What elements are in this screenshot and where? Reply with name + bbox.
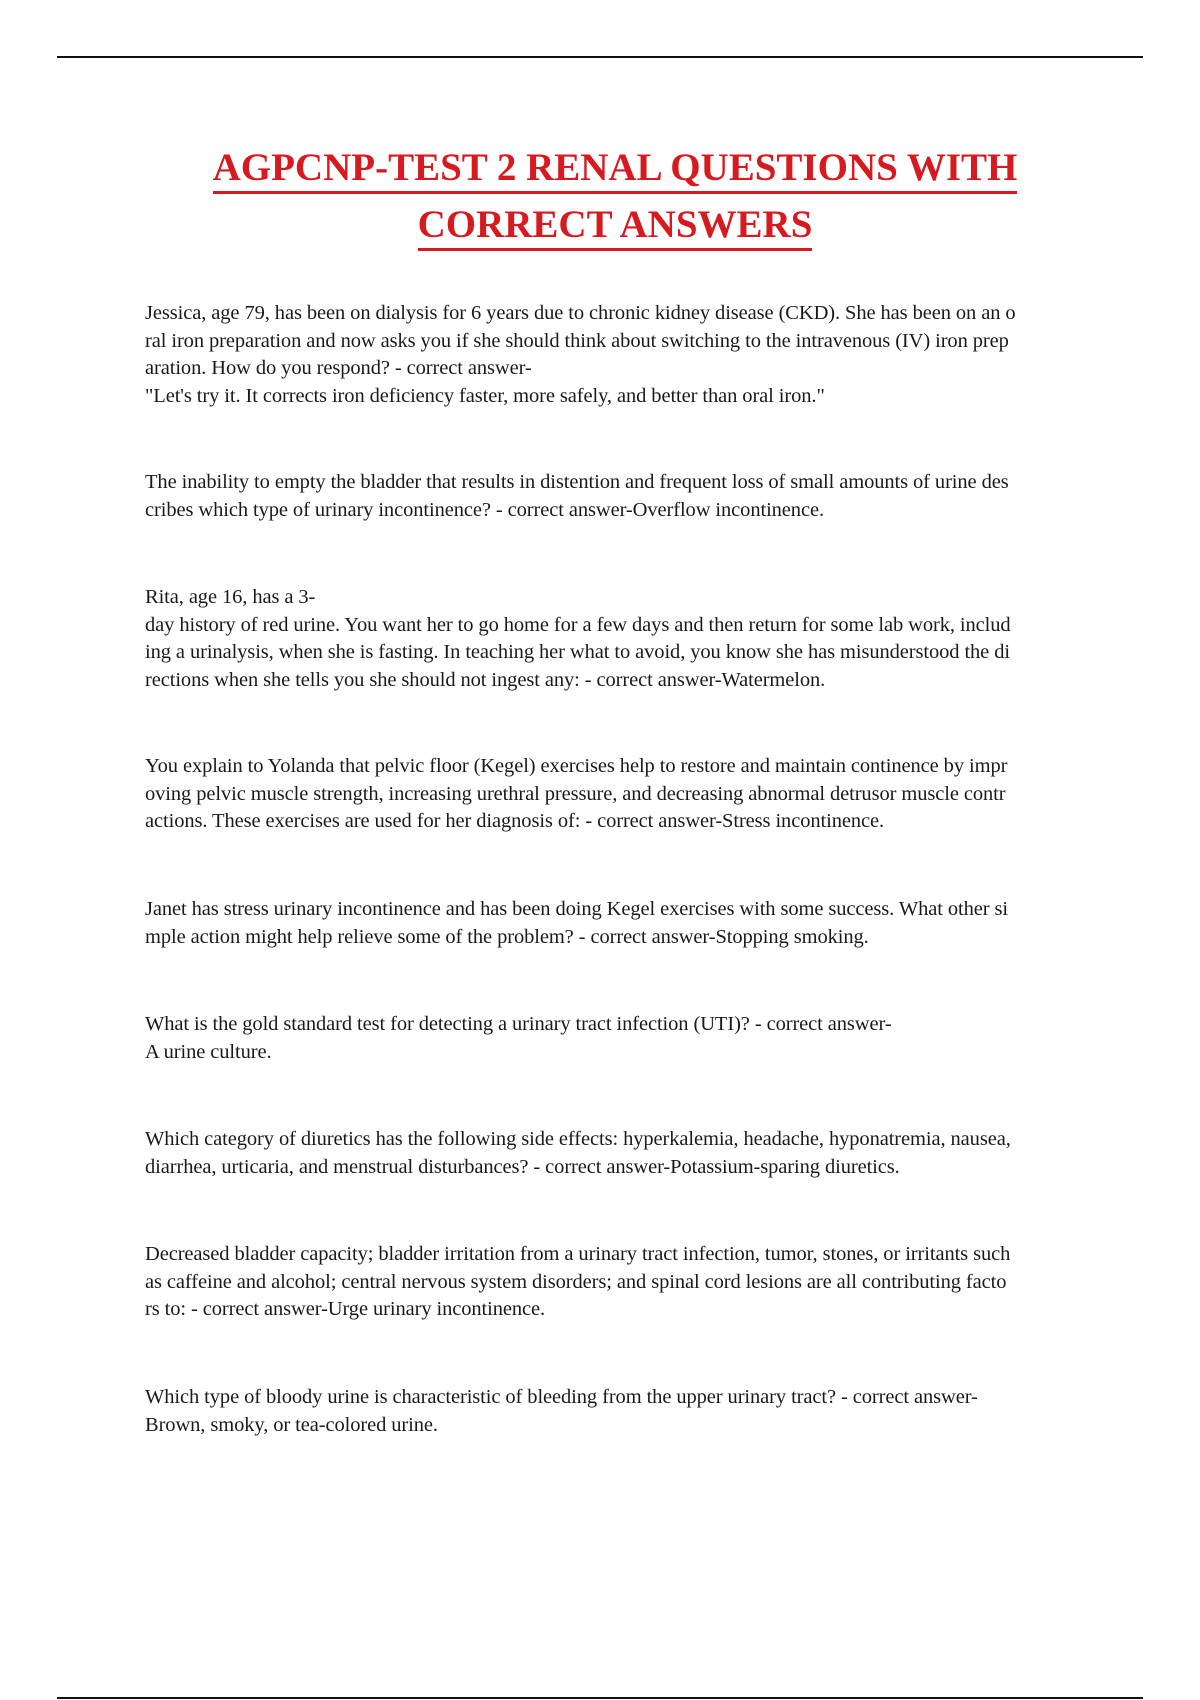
text-line: Rita, age 16, has a 3-	[145, 586, 316, 608]
text-line: You explain to Yolanda that pelvic floor (Kegel) exercises help to restore and maintain continence by impr	[145, 755, 1008, 777]
text-line: ing a urinalysis, when she is fasting. In teaching her what to avoid, you know she has misunderstood the di	[145, 641, 1010, 663]
qa-entry-iron	[145, 300, 1090, 410]
text-line: "Let's try it. It corrects iron deficiency faster, more safely, and better than oral iron."	[145, 384, 825, 407]
qa-entry-uti	[145, 1011, 1090, 1066]
text-line: rs to: - correct answer-Urge urinary incontinence.	[145, 1298, 546, 1320]
text-line: diarrhea, urticaria, and menstrual disturbances? - correct answer-Potassium-sparing diuretics.	[145, 1155, 900, 1178]
qa-entry-urge	[145, 1241, 1090, 1324]
page-title	[60, 142, 1170, 256]
text-line: A urine culture.	[145, 1040, 272, 1063]
text-line: ral iron preparation and now asks you if she should think about switching to the intravenous (IV) iron prep	[145, 329, 1009, 352]
text-line: actions. These exercises are used for her diagnosis of: - correct answer-Stress incontinence.	[145, 810, 885, 832]
text-line: What is the gold standard test for detecting a urinary tract infection (UTI)? - correct answer-	[145, 1013, 892, 1035]
text-line: The inability to empty the bladder that results in distention and frequent loss of small amounts of urine des	[145, 471, 1009, 493]
text-line: mple action might help relieve some of the problem? - correct answer-Stopping smoking.	[145, 925, 869, 948]
qa-entry-overflow	[145, 469, 1090, 524]
bottom-rule	[57, 1697, 1143, 1699]
qa-entry-red-urine	[145, 584, 1090, 694]
text-line: as caffeine and alcohol; central nervous system disorders; and spinal cord lesions are all contributing facto	[145, 1270, 1007, 1293]
qa-entry-kegel	[145, 753, 1090, 836]
text-line: Which type of bloody urine is characteristic of bleeding from the upper urinary tract? - correct answer-	[145, 1386, 978, 1408]
text-line: Janet has stress urinary incontinence and has been doing Kegel exercises with some success. What other si	[145, 898, 1008, 920]
qa-entry-smoking	[145, 896, 1090, 951]
text-line: Jessica, age 79, has been on dialysis for 6 years due to chronic kidney disease (CKD). She has been on an o	[145, 302, 1016, 324]
qa-entry-bloody-urine	[145, 1384, 1090, 1439]
title-line-2: CORRECT ANSWERS	[418, 203, 813, 251]
text-line: Brown, smoky, or tea-colored urine.	[145, 1413, 438, 1436]
text-line: aration. How do you respond? - correct answer-	[145, 357, 532, 379]
text-line: Decreased bladder capacity; bladder irritation from a urinary tract infection, tumor, stones, or irritants such	[145, 1243, 1011, 1265]
text-line: cribes which type of urinary incontinence? - correct answer-Overflow incontinence.	[145, 498, 824, 521]
text-line: rections when she tells you she should not ingest any: - correct answer-Watermelon.	[145, 668, 826, 691]
top-rule	[57, 56, 1143, 58]
qa-entry-diuretics	[145, 1126, 1090, 1181]
text-line: day history of red urine. You want her to go home for a few days and then return for some lab work, includ	[145, 613, 1011, 636]
text-line: Which category of diuretics has the following side effects: hyperkalemia, headache, hyponatremia, nausea,	[145, 1128, 1011, 1150]
text-line: oving pelvic muscle strength, increasing urethral pressure, and decreasing abnormal detrusor muscle contr	[145, 782, 1006, 805]
title-line-1: AGPCNP-TEST 2 RENAL QUESTIONS WITH	[213, 146, 1018, 194]
